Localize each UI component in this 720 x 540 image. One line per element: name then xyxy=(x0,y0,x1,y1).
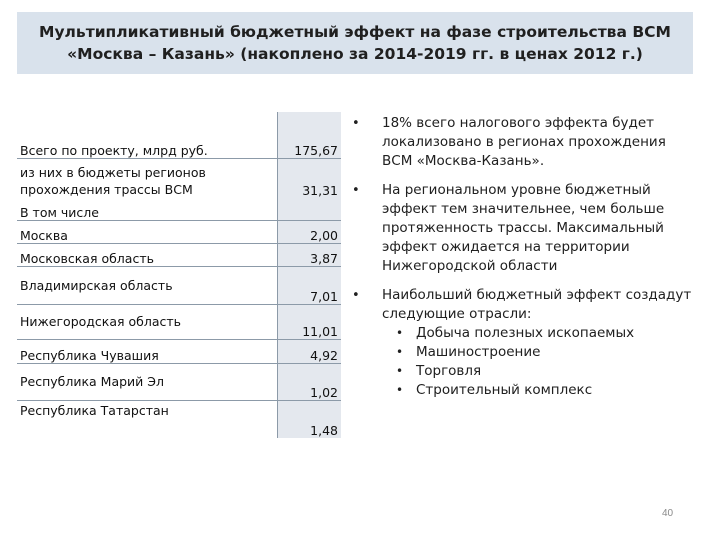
sub-item-text: Добыча полезных ископаемых xyxy=(416,325,635,341)
list-item xyxy=(348,114,693,171)
bullet-list xyxy=(348,114,693,410)
table-row xyxy=(17,400,341,438)
row-name: Нижегородская область xyxy=(17,304,278,339)
page-number: 40 xyxy=(662,508,674,519)
row-value: 11,01 xyxy=(278,304,342,339)
sub-item-text: Машиностроение xyxy=(416,344,541,360)
slide-title xyxy=(17,12,693,74)
row-name: Республика Татарстан xyxy=(17,400,278,438)
table-row xyxy=(17,158,341,198)
row-value: 2,00 xyxy=(278,220,342,243)
list-item xyxy=(348,286,693,400)
row-name: Всего по проекту, млрд руб. xyxy=(17,112,278,158)
table-row xyxy=(17,198,341,220)
bullet-text: Наибольший бюджетный эффект создадут следующие отрасли: xyxy=(382,287,692,322)
bullet-icon: • xyxy=(396,364,404,378)
bullet-text: На региональном уровне бюджетный эффект тем значительнее, чем больше протяженность трассы. Максимальный эффект ожидается на территории Нижегородской области xyxy=(382,182,665,274)
bullet-icon: • xyxy=(352,288,360,303)
slide-title-line-2: «Москва – Казань» (накоплено за 2014-2019 гг. в ценах 2012 г.) xyxy=(67,45,643,63)
sub-list-item xyxy=(382,343,693,362)
row-value: 7,01 xyxy=(278,266,342,304)
bullet-icon: • xyxy=(352,116,360,131)
table-row xyxy=(17,112,341,158)
sub-item-text: Торговля xyxy=(416,363,482,379)
sub-list xyxy=(382,324,693,400)
sub-item-text: Строительный комплекс xyxy=(416,382,593,398)
slide-title-line-1: Мультипликативный бюджетный эффект на фазе строительства ВСМ xyxy=(39,23,671,41)
table-row xyxy=(17,339,341,363)
row-value: 175,67 xyxy=(278,112,342,158)
row-value: 4,92 xyxy=(278,339,342,363)
row-name: Москва xyxy=(17,220,278,243)
table-row xyxy=(17,220,341,243)
table-row xyxy=(17,243,341,266)
row-name: из них в бюджеты регионов прохождения трассы ВСМ xyxy=(17,158,278,198)
row-value: 1,48 xyxy=(278,400,342,438)
sub-list-item xyxy=(382,381,693,400)
bullet-icon: • xyxy=(396,345,404,359)
bullet-icon: • xyxy=(352,183,360,198)
row-name: Республика Марий Эл xyxy=(17,363,278,400)
sub-list-item xyxy=(382,324,693,343)
row-name: Республика Чувашия xyxy=(17,339,278,363)
row-name: Московская область xyxy=(17,243,278,266)
row-value: 31,31 xyxy=(278,158,342,198)
budget-effect-table xyxy=(17,112,341,438)
bullet-icon: • xyxy=(396,326,404,340)
bullet-icon: • xyxy=(396,383,404,397)
table-row xyxy=(17,363,341,400)
row-value: 1,02 xyxy=(278,363,342,400)
list-item xyxy=(348,181,693,276)
table-row xyxy=(17,304,341,339)
sub-list-item xyxy=(382,362,693,381)
row-name: Владимирская область xyxy=(17,266,278,304)
row-value: 3,87 xyxy=(278,243,342,266)
row-name: В том числе xyxy=(17,198,278,220)
table-row xyxy=(17,266,341,304)
row-value xyxy=(278,198,342,220)
bullet-text: 18% всего налогового эффекта будет локализовано в регионах прохождения ВСМ «Москва-Казань». xyxy=(382,115,666,169)
